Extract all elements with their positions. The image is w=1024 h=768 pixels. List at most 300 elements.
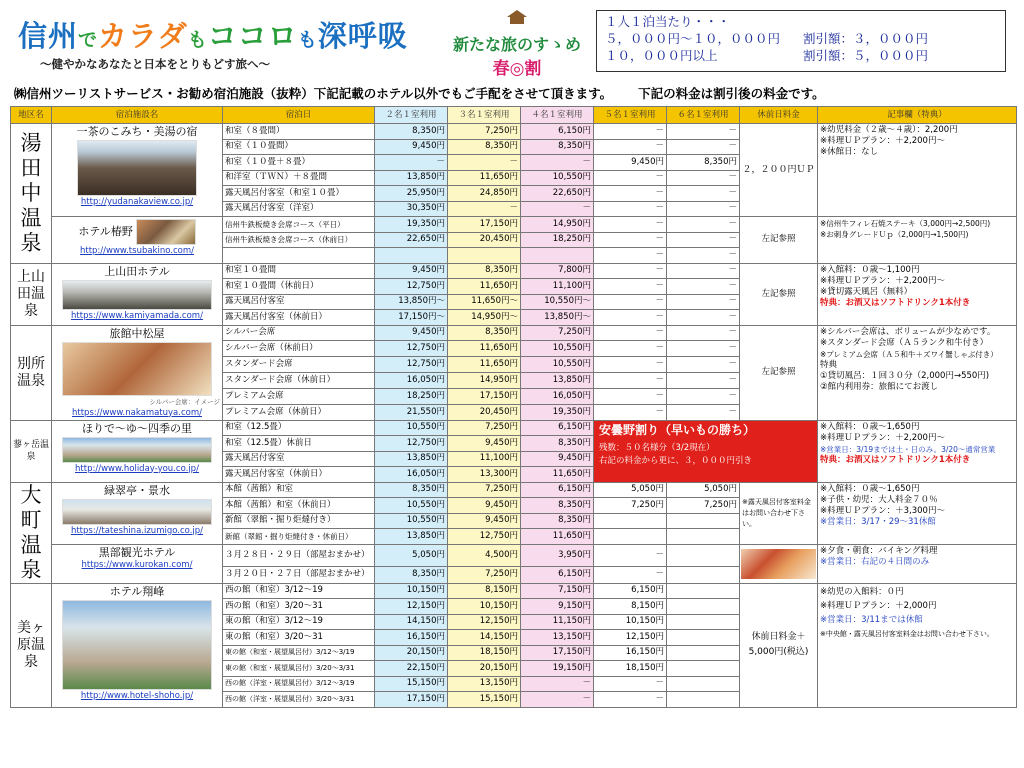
table-cell: 8,150円 [448,583,521,599]
table-cell: 13,300円 [448,467,521,483]
table-cell: ※入館料：０歳～1,650円 [820,421,920,432]
table-cell: 11,100円 [448,451,521,467]
table-cell: ※プレミアム会席（Ａ５和牛＋ズワイ蟹しゃぶ付き） [820,349,998,359]
table-cell: 20,150円 [448,661,521,677]
table-cell: － [667,201,740,217]
holiday-h4: 左記参照 [740,325,818,420]
table-cell: － [667,279,740,295]
table-cell: 和室１０畳間 [223,263,375,279]
table-cell: 24,850円 [448,186,521,202]
table-cell: 11,650円 [448,341,521,357]
table-cell: 特典 [820,359,838,370]
hotel-5-photo [62,437,212,463]
discount-box [596,10,1006,72]
table-cell: ※料理ＵＰプラン：＋2,000円 [820,600,937,611]
hotel-8-photo [62,600,212,690]
table-cell: 17,150円～ [375,310,448,326]
table-cell: 8,350円 [521,498,594,514]
hotel-2: ホテル椿野 http://www.tsubakino.com/ [52,217,223,264]
table-cell: 3,950円 [521,544,594,567]
hotel-price-table [10,106,1017,708]
table-cell: ※料理ＵＰプラン：＋2,200円～ [820,275,945,286]
table-cell: 9,450円 [448,436,521,452]
col-holiday: 休前日料金 [740,107,818,124]
table-cell: 5,050円 [667,482,740,498]
table-cell: スタンダード会席（休前日） [223,372,375,388]
table-cell: ※入館料：０歳～1,650円 [820,483,920,494]
table-cell: － [521,676,594,692]
promo-banner: 安曇野割り（早いもの勝ち） 残数：５０名様分（3/2現在） 右記の料金から更に、３，０００円引き [594,420,818,482]
table-cell: 12,750円 [375,357,448,373]
notes-h6 [818,482,1017,544]
table-cell: ※シルバー会席は、ボリュームが少なめです。 [820,326,996,337]
region-omachi: 大町温泉 [11,482,52,583]
table-cell: ※スタンダード会席（Ａ５ランク和牛付き） [820,337,989,348]
region-minogahara: 美ヶ原温泉 [11,583,52,707]
table-cell: － [594,263,667,279]
table-cell: 18,250円 [375,388,448,404]
table-cell: － [667,263,740,279]
table-cell: 13,850円 [521,372,594,388]
table-cell: 10,550円 [375,498,448,514]
table-cell: 7,150円 [521,583,594,599]
table-cell: 17,150円 [521,645,594,661]
table-cell: 17,150円 [448,388,521,404]
table-cell [667,567,740,584]
hotel-4-link[interactable]: https://www.nakamatuya.com/ [72,407,202,418]
table-cell: － [667,341,740,357]
table-cell: 13,150円 [521,630,594,646]
table-cell: 9,450円 [375,263,448,279]
table-cell: 12,150円 [375,599,448,615]
table-cell: － [667,170,740,186]
table-cell: 7,250円 [521,325,594,341]
table-cell: ※お刺身グレードＵｐ（2,000円→1,500円) [820,230,969,239]
table-cell: 露天風呂付客室 [223,294,375,310]
table-cell: 10,150円 [594,614,667,630]
table-cell: 18,150円 [594,661,667,677]
col-region: 地区名 [11,107,52,124]
table-cell [521,248,594,264]
table-cell: ※料理ＵＰプラン：＋3,300円～ [820,505,945,516]
table-cell: － [594,201,667,217]
table-cell: 西の館（洋室・展望風呂付）3/12～3/19 [223,676,375,692]
table-cell: ※営業日：3/11までは休館 [820,614,923,625]
table-cell [667,692,740,708]
table-cell: 22,650円 [375,232,448,248]
table-cell: 17,150円 [448,217,521,233]
table-cell: ※営業日：右記の４日間のみ [820,556,930,567]
table-cell [667,661,740,677]
holiday-h3: 左記参照 [740,263,818,325]
table-cell: 11,650円 [448,357,521,373]
table-cell: 和洋室（ＴＷＮ）＋８畳間 [223,170,375,186]
holiday-h1: ２，２００円ＵＰ [740,124,818,217]
notes-h4 [818,325,1017,420]
table-cell: 6,150円 [521,482,594,498]
table-cell: 12,750円 [375,436,448,452]
hotel-1-photo [77,140,197,196]
table-cell: 特典：お酒又はソフトドリンク1本付き [820,297,971,308]
hotel-2-link[interactable]: http://www.tsubakino.com/ [79,246,194,256]
table-cell: － [667,217,740,233]
table-cell: 13,150円 [448,676,521,692]
table-cell: 和室（12.5畳）休前日 [223,436,375,452]
table-cell: 8,350円 [448,263,521,279]
table-cell: － [594,567,667,584]
table-cell [667,645,740,661]
table-cell [667,614,740,630]
table-cell: 9,450円 [521,451,594,467]
table-cell: 7,250円 [448,567,521,584]
region-bessho: 別所温泉 [11,325,52,420]
table-cell: 11,650円 [448,170,521,186]
table-cell: 7,800円 [521,263,594,279]
table-cell: － [448,155,521,171]
page-header [0,0,1024,80]
table-cell: 14,150円 [375,614,448,630]
hotel-3-link[interactable]: https://www.kamiyamada.com/ [71,310,203,321]
table-cell: 15,150円 [375,676,448,692]
table-cell: － [521,201,594,217]
hotel-5: ほりで～ゆ～四季の里 http://www.holiday-you.co.jp/ [52,420,223,482]
holiday-h2: 左記参照 [740,217,818,264]
notes-h3 [818,263,1017,325]
col-3p: ３名１室利用 [448,107,521,124]
hotel-3-photo [62,280,212,310]
slogan: ～健やかなあなたと日本をとりもどす旅へ～ [40,57,270,71]
table-cell [375,248,448,264]
table-cell: 18,250円 [521,232,594,248]
table-cell: ※営業日：3/19までは土・日のみ。3/20～通常営業 [820,444,996,454]
table-cell: － [667,294,740,310]
table-cell: 19,150円 [521,661,594,677]
hotel-1: 一茶のこみち・美湯の宿 http://yudanakaview.co.jp/ [52,124,223,217]
table-cell: － [667,186,740,202]
hotel-4: 旅館中松屋 シルバー会席：イメージ https://www.nakamatuya.com/ [52,325,223,420]
table-cell: 6,150円 [521,567,594,584]
table-cell [667,599,740,615]
table-cell: 9,450円 [448,513,521,529]
table-row: 湯田中温泉 一茶のこみち・美湯の宿 http://yudanakaview.co.jp/ 和室（８畳間） 8,350円 7,250円 6,150円 － － ２，２００円ＵＰ ※幼児料金（２歳～４歳）：2,200円 ※料理ＵＰプラン：＋2,200円～ ※休館日：なし [11,124,1017,140]
table-cell: 12,750円 [375,341,448,357]
notes-h5 [818,420,1017,482]
table-row [11,482,1017,498]
campaign-logo: 信州でカラダもココロも深呼吸 [18,19,408,53]
table-cell: － [521,155,594,171]
table-cell: 6,150円 [594,583,667,599]
table-cell: － [594,170,667,186]
table-cell [510,17,524,24]
table-cell: シルバー会席（休前日） [223,341,375,357]
table-cell: 16,050円 [375,467,448,483]
table-cell: － [594,404,667,420]
table-cell: 本館（茜館）和室（休前日） [223,498,375,514]
table-cell: 和室１０畳間（休前日） [223,279,375,295]
table-cell: 8,350円 [375,482,448,498]
table-cell: 11,650円 [448,279,521,295]
notes-h8 [818,583,1017,707]
table-cell: 東の館（和室・展望風呂付）3/20～3/31 [223,661,375,677]
table-cell: 7,250円 [448,420,521,436]
table-row [11,263,1017,279]
table-cell: 12,750円 [448,529,521,545]
table-cell: － [448,201,521,217]
table-cell: 20,150円 [375,645,448,661]
hotel-7-link[interactable]: https://www.kurokan.com/ [81,559,193,570]
table-cell: － [667,357,740,373]
table-cell: － [594,217,667,233]
hotel-4-photo [62,342,212,396]
table-cell: 東の館（和室）3/12～19 [223,614,375,630]
campaign-title: 新たな旅のすゝめ [452,35,581,54]
table-cell: スタンダード会席 [223,357,375,373]
table-cell: 露天風呂付客室（休前日） [223,467,375,483]
col-notes: 記事欄（特典） [818,107,1017,124]
table-cell: ※中央館・露天風呂付客室料金はお問い合わせ下さい。 [820,629,994,638]
table-cell: 和室（１０畳＋８畳） [223,155,375,171]
table-cell: 21,550円 [375,404,448,420]
table-cell: ※営業日：3/17・29～31休館 [820,516,936,527]
table-row [11,217,1017,233]
table-cell: 和室（12.5畳） [223,420,375,436]
table-cell: 9,450円 [448,498,521,514]
table-cell: 20,450円 [448,232,521,248]
table-cell: 14,150円 [448,630,521,646]
table-cell: － [594,341,667,357]
holiday-h8: 休前日料金＋5,000円(税込) [740,583,818,707]
buffet-photo [741,549,816,579]
table-cell: 10,150円 [375,583,448,599]
table-cell: － [667,372,740,388]
table-cell: 10,550円 [375,513,448,529]
table-cell: 14,950円 [521,217,594,233]
table-cell: 15,150円 [448,692,521,708]
table-cell: ※幼児料金（２歳～４歳）：2,200円 [820,125,958,135]
table-cell: 西の館（和室）3/12～19 [223,583,375,599]
table-cell: 18,150円 [448,645,521,661]
table-cell: 和室（１０畳間） [223,139,375,155]
table-cell: 10,150円 [448,599,521,615]
table-cell: 10,550円 [375,420,448,436]
table-cell: 13,850円 [375,451,448,467]
table-cell: 13,850円～ [375,294,448,310]
table-cell: 8,350円 [375,567,448,584]
table-cell: 13,850円 [375,170,448,186]
table-cell: － [594,372,667,388]
hotel-7: 黒部観光ホテル https://www.kurokan.com/ [52,544,223,583]
table-cell: 7,250円 [667,498,740,514]
table-cell [448,248,521,264]
table-cell: － [521,692,594,708]
table-cell: － [667,404,740,420]
discount-row-2: １０，０００円以上 割引額：５，０００円 [605,48,929,63]
table-cell: 20,450円 [448,404,521,420]
table-cell: 16,050円 [375,372,448,388]
table-cell: 12,150円 [448,614,521,630]
table-cell: 8,350円 [448,139,521,155]
table-cell: 9,450円 [375,139,448,155]
hotel-6: 緑翠亭・景水 https://tateshina.izumigo.co.jp/ [52,482,223,544]
notes-h2 [818,217,1017,264]
table-cell: 新館（翠館・掘り炬燵付き・休前日） [223,529,375,545]
table-cell: 9,150円 [521,599,594,615]
table-cell: － [594,692,667,708]
table-cell: 9,450円 [594,155,667,171]
table-cell [594,513,667,529]
table-cell: 露天風呂付客室（休前日） [223,310,375,326]
hotel-1-link[interactable]: http://yudanakaview.co.jp/ [80,197,194,207]
table-cell: 8,350円 [448,325,521,341]
table-cell: － [375,155,448,171]
table-cell: － [594,294,667,310]
hotel-5-link[interactable]: http://www.holiday-you.co.jp/ [75,463,199,474]
table-cell: 信州牛鉄板焼き会席コース（休前日） [223,232,375,248]
col-hotel: 宿泊施設名 [52,107,223,124]
table-cell: 8,350円 [521,513,594,529]
table-cell: 8,350円 [667,155,740,171]
house-icon [507,10,527,24]
discount-row-1: ５，０００円～１０，０００円 割引額：３，０００円 [605,31,929,46]
table-cell: 10,550円～ [521,294,594,310]
table-cell: ３月２８日・２９日（部屋おまかせ） [223,544,375,567]
table-cell: 9,450円 [375,325,448,341]
table-cell [667,630,740,646]
table-cell: 10,550円 [521,170,594,186]
hotel-8: ホテル翔峰 http://www.hotel-shoho.jp/ [52,583,223,707]
table-cell: 19,350円 [521,404,594,420]
table-cell: － [594,232,667,248]
col-5p: ５名１室利用 [594,107,667,124]
table-cell: 露天風呂付客室（和室１０畳） [223,186,375,202]
table-cell: 16,050円 [521,388,594,404]
table-cell: － [667,388,740,404]
table-cell: － [667,232,740,248]
table-cell: 22,150円 [375,661,448,677]
table-cell: 11,150円 [521,614,594,630]
hotel-6-link[interactable]: https://tateshina.izumigo.co.jp/ [70,525,204,536]
campaign-badge [442,10,592,79]
table-cell: 露天風呂付客室 [223,451,375,467]
table-cell [667,583,740,599]
table-header-row [11,107,1017,124]
table-cell: 5,050円 [375,544,448,567]
discount-title: １人１泊当たり・・・ [605,14,731,29]
table-cell: 25,950円 [375,186,448,202]
table-cell: 新館（翠館・掘り炬燵付き） [223,513,375,529]
table-cell: 11,650円 [521,529,594,545]
table-cell [667,513,740,529]
table-cell: 22,650円 [521,186,594,202]
table-cell: － [594,388,667,404]
table-cell: 露天風呂付客室（洋室） [223,201,375,217]
table-cell: 5,050円 [594,482,667,498]
region-kaminoyama: 上山田温泉 [11,263,52,325]
table-cell: － [594,310,667,326]
col-4p: ４名１室利用 [521,107,594,124]
table-cell: 7,250円 [448,482,521,498]
hotel-8-link[interactable]: http://www.hotel-shoho.jp/ [80,690,194,701]
table-cell: ①貸切風呂：１回３０分（2,000円→550円) [820,370,990,381]
table-cell [667,676,740,692]
table-row [11,325,1017,341]
table-cell: － [594,186,667,202]
table-cell: プレミアム会席 [223,388,375,404]
intro-note: ㈱信州ツーリストサービス・お勧め宿泊施設（抜粋）下記記載のホテル以外でもご手配をさせて頂きます。 下記の料金は割引後の料金です。 [14,86,825,101]
table-cell: 14,950円～ [448,310,521,326]
table-cell: 13,850円～ [521,310,594,326]
table-row [11,583,1017,599]
holiday-h6: ※露天風呂付客室料金はお問い合わせ下さい。 [740,482,818,544]
table-cell: 13,850円 [375,529,448,545]
table-cell: 6,150円 [521,420,594,436]
table-cell: － [667,248,740,264]
holiday-h7 [740,544,818,583]
table-cell: シルバー会席 [223,325,375,341]
table-cell: 10,550円 [521,357,594,373]
table-cell: ②館内利用券：旅館にてお渡し [820,381,939,392]
table-cell: ※幼児の入館料：０円 [820,586,904,597]
table-cell: 8,150円 [594,599,667,615]
table-cell: － [594,325,667,341]
region-yudanaka: 湯田中温泉 [11,124,52,264]
region-tateshina: 蓼ヶ岳温泉 [11,420,52,482]
table-cell: ※休館日：なし [820,147,879,157]
table-cell: 16,150円 [375,630,448,646]
table-cell: ※料理ＵＰプラン：＋2,200円～ [820,136,945,146]
table-cell: － [594,357,667,373]
table-cell: 4,500円 [448,544,521,567]
table-cell: ※貸切露天風呂（無料） [820,286,913,297]
table-cell: 11,650円～ [448,294,521,310]
table-cell: 西の館（洋室・展望風呂付）3/20～3/31 [223,692,375,708]
table-cell: 東の館（和室）3/20～31 [223,630,375,646]
hotel-6-photo [62,499,212,525]
table-cell [667,529,740,545]
table-cell: 14,950円 [448,372,521,388]
table-cell [223,248,375,264]
table-cell: － [594,279,667,295]
table-cell: 16,150円 [594,645,667,661]
table-cell: － [594,676,667,692]
table-cell: 10,550円 [521,341,594,357]
table-cell: 11,100円 [521,279,594,295]
table-cell [594,529,667,545]
table-cell: 8,350円 [521,139,594,155]
col-2p: ２名１室利用 [375,107,448,124]
table-cell: 12,750円 [375,279,448,295]
table-cell: － [667,139,740,155]
col-date: 宿泊日 [223,107,375,124]
table-cell: ※料理ＵＰプラン：＋2,200円～ [820,432,945,443]
table-cell: ３月２０日・２７日（部屋おまかせ） [223,567,375,584]
table-cell: － [594,544,667,567]
table-cell: 30,350円 [375,201,448,217]
table-cell: 7,250円 [594,498,667,514]
table-cell: 東の館（和室・展望風呂付）3/12～3/19 [223,645,375,661]
table-cell: － [594,139,667,155]
table-cell: 17,150円 [375,692,448,708]
table-cell: 本館（茜館）和室 [223,482,375,498]
notes-h1 [818,124,1017,217]
table-cell: 11,650円 [521,467,594,483]
table-row [11,420,1017,436]
table-cell: 19,350円 [375,217,448,233]
table-cell [507,10,527,17]
table-cell: 西の館（和室）3/20～31 [223,599,375,615]
table-cell: 特典：お酒又はソフトドリンク1本付き [820,454,971,465]
table-cell: 8,350円 [521,436,594,452]
